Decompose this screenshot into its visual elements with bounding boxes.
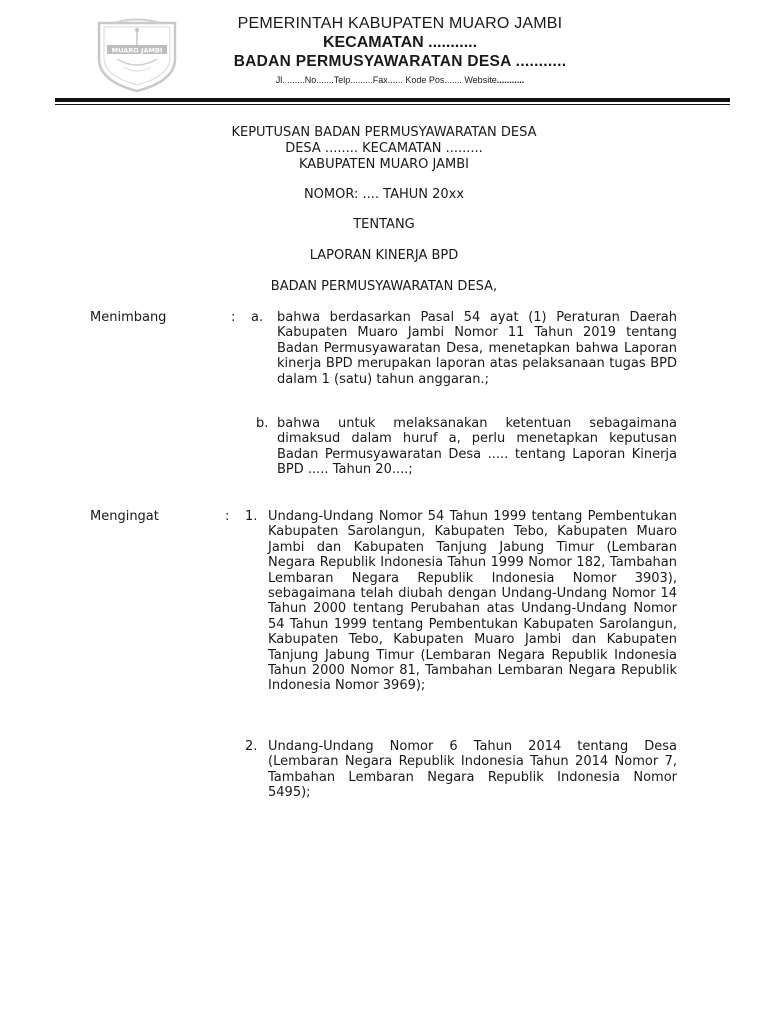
mengingat-label: Mengingat — [90, 509, 159, 524]
menimbang-colon: : — [231, 310, 236, 325]
logo-banner-text: MUARO JAMBI — [111, 46, 163, 55]
menimbang-label: Menimbang — [90, 310, 167, 325]
mengingat-item-1-marker: 1. — [245, 509, 258, 524]
decree-title-line1: KEPUTUSAN BADAN PERMUSYAWARATAN DESA — [231, 125, 537, 140]
decree-number: NOMOR: .... TAHUN 20xx — [303, 187, 465, 202]
decree-subject: LAPORAN KINERJA BPD — [309, 248, 459, 263]
decree-title-line2: DESA ........ KECAMATAN ......... — [285, 141, 483, 156]
menimbang-item-b-text: bahwa untuk melaksanakan ketentuan sebagaimana dimaksud dalam huruf a, perlu menetapkan keputusan Badan Permusyawaratan Desa ..... tentang Laporan Kinerja BPD ..... Tahun 20....; — [277, 416, 677, 478]
letterhead-divider-thick — [55, 98, 730, 102]
letterhead-address: Jl. .......No.......Telp.........Fax...... Kode Pos....... Website........... — [275, 75, 525, 85]
regency-logo — [93, 15, 181, 93]
decree-about-heading: TENTANG — [353, 217, 415, 232]
letterhead-district: KECAMATAN ........... — [322, 34, 478, 51]
letterhead-government: PEMERINTAH KABUPATEN MUARO JAMBI — [237, 15, 563, 32]
decree-issuer: BADAN PERMUSYAWARATAN DESA, — [270, 279, 498, 294]
mengingat-item-1-text: Undang-Undang Nomor 54 Tahun 1999 tentang Pembentukan Kabupaten Sarolangun, Kabupaten Tebo, Kabupaten Muaro Jambi dan Kabupaten Tanjung Jabung Timur (Lembaran Negara Republik Indonesia Tahun 1999 Nomor 182, Tambahan Lembaran Negara Republik Indonesia Nomor 3903), sebagaimana telah diubah dengan Undang-Undang Nomor 14 Tahun 2000 tentang Perubahan atas Undang-Undang Nomor 54 Tahun 1999 tentang Pembentukan Kabupaten Sarolangun, Kabupaten Tebo, Kabupaten Muaro Jambi dan Kabupaten Tanjung Jabung Timur (Lembaran Negara Republik Indonesia Tahun 2000 Nomor 81, Tambahan Lembaran Negara Republik Indonesia Nomor 3969); — [268, 509, 677, 694]
mengingat-colon: : — [225, 509, 230, 524]
menimbang-item-a-text: bahwa berdasarkan Pasal 54 ayat (1) Peraturan Daerah Kabupaten Muaro Jambi Nomor 11 Tahun 2019 tentang Badan Permusyawaratan Desa, menetapkan bahwa Laporan kinerja BPD merupakan laporan atas pelaksanaan tugas BPD dalam 1 (satu) tahun anggaran.; — [277, 310, 677, 387]
menimbang-item-a-marker: a. — [251, 310, 264, 325]
mengingat-item-2-text: Undang-Undang Nomor 6 Tahun 2014 tentang Desa (Lembaran Negara Republik Indonesia Tahun 2014 Nomor 7, Tambahan Lembaran Negara Republik Indonesia Nomor 5495); — [268, 739, 677, 801]
letterhead-agency: BADAN PERMUSYAWARATAN DESA ........... — [233, 53, 567, 70]
letterhead — [190, 14, 610, 88]
mengingat-item-2-marker: 2. — [245, 739, 258, 754]
letterhead-divider-thin — [55, 104, 730, 105]
menimbang-item-b-marker: b. — [256, 416, 269, 431]
decree-title-line3: KABUPATEN MUARO JAMBI — [298, 157, 469, 172]
